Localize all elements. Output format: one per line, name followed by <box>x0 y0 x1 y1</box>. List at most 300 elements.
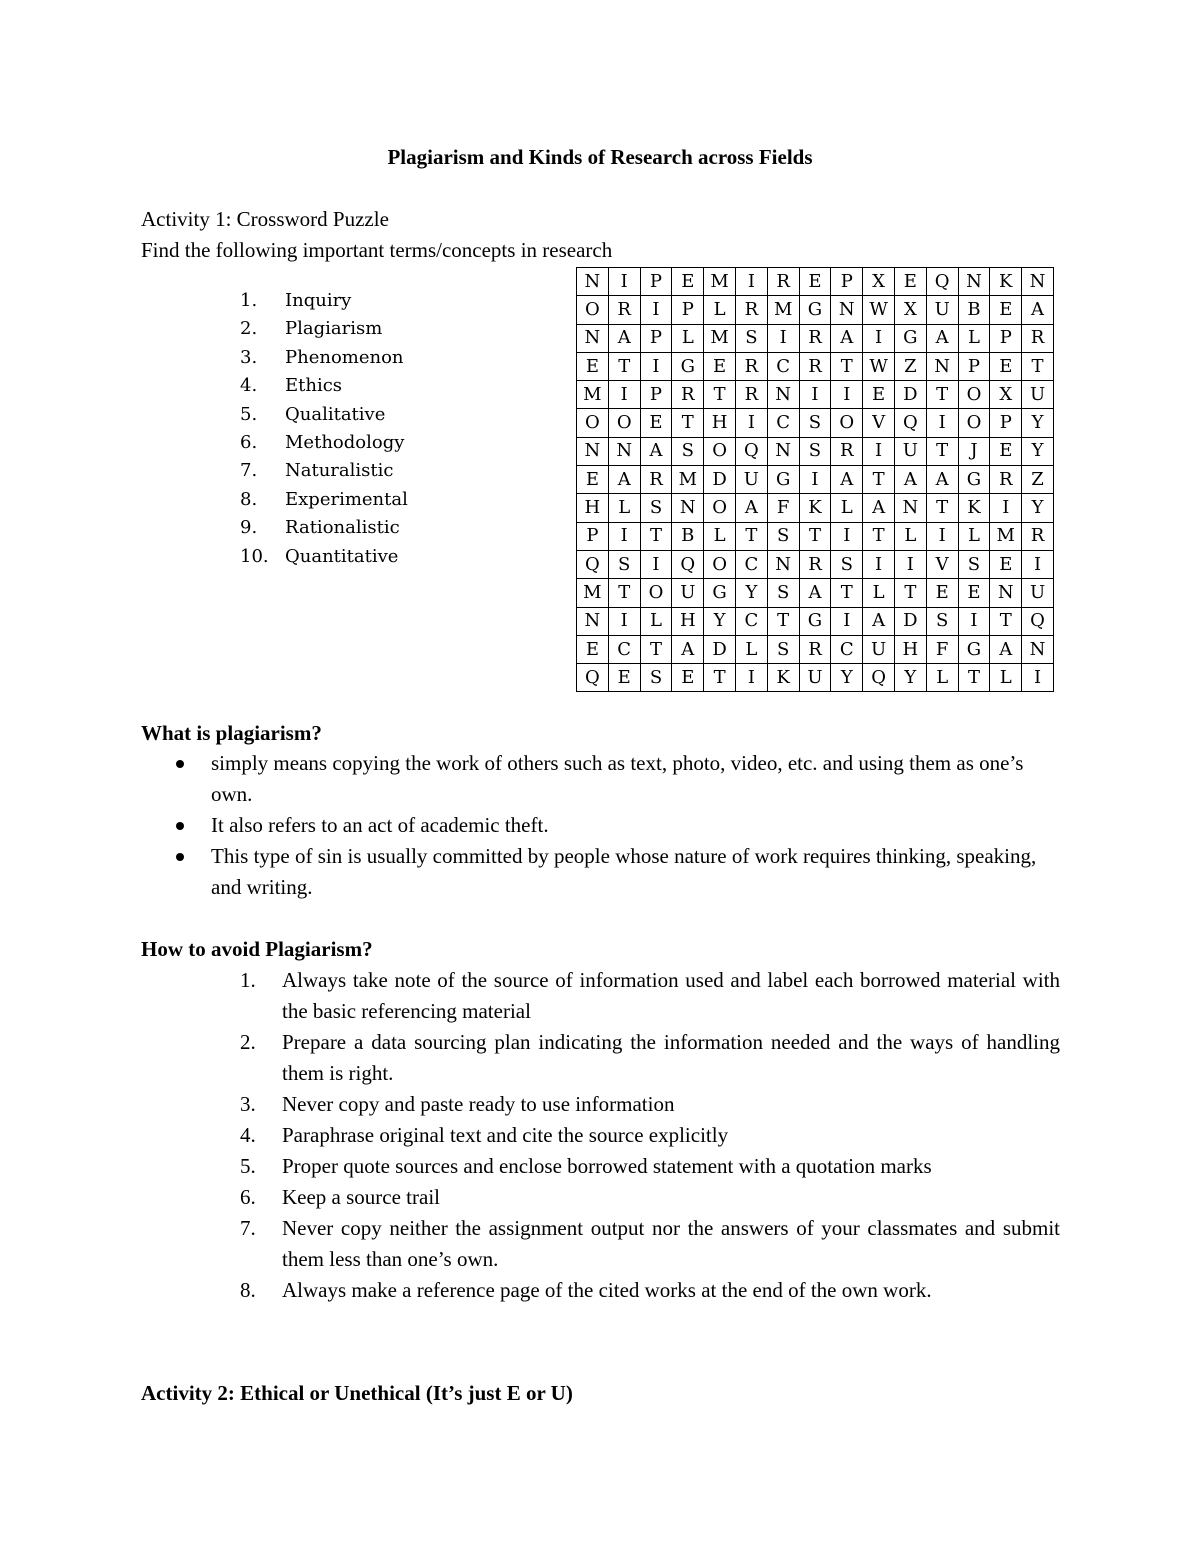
grid-cell: A <box>831 324 863 352</box>
grid-cell: N <box>1022 268 1054 296</box>
term-item <box>240 543 408 571</box>
grid-cell: C <box>831 635 863 663</box>
grid-cell: B <box>672 522 704 550</box>
grid-cell: O <box>704 437 736 465</box>
grid-cell: O <box>577 296 609 324</box>
grid-cell: A <box>1022 296 1054 324</box>
grid-cell: T <box>926 494 958 522</box>
term-item <box>240 372 408 400</box>
grid-cell: E <box>990 550 1022 578</box>
grid-cell: N <box>767 437 799 465</box>
grid-cell: R <box>735 296 767 324</box>
grid-cell: E <box>577 466 609 494</box>
grid-cell: S <box>926 607 958 635</box>
term-text: Inquiry <box>285 290 352 311</box>
grid-cell: R <box>1022 522 1054 550</box>
grid-cell: H <box>894 635 926 663</box>
grid-cell: T <box>958 664 990 692</box>
grid-cell: N <box>958 268 990 296</box>
grid-cell: X <box>863 268 895 296</box>
grid-cell: N <box>672 494 704 522</box>
grid-cell: T <box>767 607 799 635</box>
grid-cell: T <box>1022 352 1054 380</box>
grid-row <box>577 635 1054 663</box>
grid-cell: R <box>672 381 704 409</box>
grid-cell: D <box>894 381 926 409</box>
grid-cell: I <box>894 550 926 578</box>
grid-cell: D <box>704 466 736 494</box>
term-text: Ethics <box>285 375 343 397</box>
grid-cell: L <box>958 324 990 352</box>
grid-cell: E <box>958 579 990 607</box>
grid-cell: R <box>831 437 863 465</box>
grid-cell: P <box>640 381 672 409</box>
grid-cell: Y <box>1022 409 1054 437</box>
grid-cell: L <box>672 324 704 352</box>
grid-cell: E <box>926 579 958 607</box>
grid-cell: I <box>608 381 640 409</box>
grid-cell: P <box>958 352 990 380</box>
grid-cell: W <box>863 352 895 380</box>
grid-cell: L <box>831 494 863 522</box>
grid-cell: Z <box>1022 466 1054 494</box>
grid-cell: L <box>640 607 672 635</box>
step-item <box>240 1213 1060 1275</box>
term-number: 5. <box>240 403 258 425</box>
grid-cell: M <box>704 268 736 296</box>
how-to-avoid-heading: How to avoid Plagiarism? <box>141 937 373 961</box>
grid-cell: S <box>767 522 799 550</box>
grid-cell: T <box>863 466 895 494</box>
grid-cell: N <box>577 268 609 296</box>
term-text: Phenomenon <box>285 346 404 368</box>
grid-cell: E <box>577 635 609 663</box>
grid-cell: E <box>863 381 895 409</box>
grid-cell: T <box>894 579 926 607</box>
term-item <box>240 486 408 514</box>
term-text: Quantitative <box>285 545 399 567</box>
grid-cell: N <box>926 352 958 380</box>
term-number: 7. <box>240 460 258 482</box>
grid-cell: I <box>735 664 767 692</box>
grid-cell: I <box>608 268 640 296</box>
grid-cell: Z <box>894 352 926 380</box>
grid-cell: R <box>799 352 831 380</box>
grid-row <box>577 324 1054 352</box>
grid-cell: T <box>926 381 958 409</box>
grid-cell: S <box>958 550 990 578</box>
grid-cell: V <box>863 409 895 437</box>
grid-cell: O <box>958 409 990 437</box>
grid-cell: R <box>640 466 672 494</box>
grid-cell: L <box>704 522 736 550</box>
grid-cell: W <box>863 296 895 324</box>
step-item <box>240 1089 1060 1120</box>
grid-cell: C <box>767 409 799 437</box>
grid-cell: S <box>799 409 831 437</box>
terms-list <box>240 287 408 571</box>
term-text: Naturalistic <box>285 460 394 482</box>
grid-cell: U <box>863 635 895 663</box>
grid-cell: S <box>640 664 672 692</box>
grid-cell: R <box>799 324 831 352</box>
grid-cell: A <box>863 607 895 635</box>
grid-cell: N <box>831 296 863 324</box>
grid-cell: Q <box>1022 607 1054 635</box>
grid-cell: M <box>990 522 1022 550</box>
step-item <box>240 1275 1060 1306</box>
grid-cell: T <box>831 579 863 607</box>
grid-cell: K <box>958 494 990 522</box>
definition-text: simply means copying the work of others such as text, photo, video, etc. and using them as one’s own. <box>211 751 1024 806</box>
plagiarism-definition-list <box>141 748 1061 903</box>
grid-cell: I <box>640 550 672 578</box>
grid-row <box>577 494 1054 522</box>
grid-cell: G <box>958 635 990 663</box>
grid-cell: Y <box>735 579 767 607</box>
grid-row <box>577 268 1054 296</box>
grid-cell: Q <box>577 664 609 692</box>
grid-cell: E <box>894 268 926 296</box>
grid-cell: R <box>990 466 1022 494</box>
grid-cell: Q <box>672 550 704 578</box>
grid-cell: T <box>704 381 736 409</box>
avoid-steps-list <box>240 965 1060 1306</box>
step-number: 6. <box>240 1185 256 1209</box>
grid-cell: F <box>767 494 799 522</box>
step-item <box>240 965 1060 1027</box>
bullet-icon <box>176 822 184 830</box>
grid-cell: L <box>608 494 640 522</box>
grid-cell: K <box>990 268 1022 296</box>
grid-cell: P <box>990 409 1022 437</box>
grid-cell: H <box>577 494 609 522</box>
grid-cell: Q <box>863 664 895 692</box>
grid-cell: I <box>1022 550 1054 578</box>
grid-cell: P <box>831 268 863 296</box>
term-number: 10. <box>240 545 269 567</box>
activity2-heading: Activity 2: Ethical or Unethical (It’s just E or U) <box>141 1381 573 1405</box>
term-text: Plagiarism <box>285 318 383 340</box>
step-number: 2. <box>240 1030 256 1054</box>
term-number: 3. <box>240 346 258 368</box>
grid-cell: A <box>640 437 672 465</box>
step-number: 3. <box>240 1092 256 1116</box>
grid-cell: J <box>958 437 990 465</box>
grid-cell: P <box>990 324 1022 352</box>
grid-cell: T <box>608 579 640 607</box>
grid-cell: N <box>894 494 926 522</box>
grid-cell: S <box>799 437 831 465</box>
grid-cell: Y <box>894 664 926 692</box>
grid-cell: I <box>767 324 799 352</box>
term-item <box>240 287 408 315</box>
term-item <box>240 344 408 372</box>
grid-row <box>577 466 1054 494</box>
grid-cell: R <box>799 635 831 663</box>
grid-cell: A <box>990 635 1022 663</box>
grid-cell: G <box>799 296 831 324</box>
grid-cell: D <box>894 607 926 635</box>
grid-cell: T <box>704 664 736 692</box>
grid-cell: Y <box>704 607 736 635</box>
grid-row <box>577 550 1054 578</box>
step-number: 7. <box>240 1216 256 1240</box>
grid-cell: G <box>704 579 736 607</box>
document-title: Plagiarism and Kinds of Research across Fields <box>387 145 813 169</box>
grid-cell: M <box>577 381 609 409</box>
grid-cell: I <box>863 324 895 352</box>
grid-cell: A <box>863 494 895 522</box>
grid-cell: G <box>958 466 990 494</box>
grid-cell: R <box>735 352 767 380</box>
activity1-heading: Activity 1: Crossword Puzzle <box>141 207 389 231</box>
grid-cell: S <box>640 494 672 522</box>
grid-cell: L <box>894 522 926 550</box>
grid-cell: N <box>608 437 640 465</box>
grid-cell: I <box>863 550 895 578</box>
grid-cell: S <box>831 550 863 578</box>
grid-cell: U <box>799 664 831 692</box>
grid-cell: R <box>799 550 831 578</box>
term-number: 1. <box>240 290 258 311</box>
grid-cell: E <box>990 352 1022 380</box>
grid-cell: S <box>735 324 767 352</box>
grid-cell: A <box>799 579 831 607</box>
grid-cell: X <box>990 381 1022 409</box>
grid-cell: O <box>831 409 863 437</box>
step-text: Always make a reference page of the cited works at the end of the own work. <box>282 1278 932 1302</box>
grid-cell: P <box>577 522 609 550</box>
definition-item <box>141 841 1061 903</box>
grid-cell: U <box>926 296 958 324</box>
step-text: Never copy neither the assignment output nor the answers of your classmates and submit them less than one’s own. <box>282 1216 1060 1271</box>
grid-cell: O <box>640 579 672 607</box>
grid-cell: L <box>704 296 736 324</box>
step-text: Never copy and paste ready to use information <box>282 1092 675 1116</box>
step-item <box>240 1182 1060 1213</box>
grid-cell: A <box>672 635 704 663</box>
grid-cell: P <box>672 296 704 324</box>
grid-cell: Q <box>577 550 609 578</box>
step-number: 8. <box>240 1278 256 1302</box>
grid-cell: E <box>990 437 1022 465</box>
grid-cell: K <box>799 494 831 522</box>
grid-cell: A <box>608 324 640 352</box>
grid-cell: F <box>926 635 958 663</box>
term-number: 8. <box>240 488 258 510</box>
grid-cell: S <box>672 437 704 465</box>
grid-cell: A <box>926 466 958 494</box>
grid-cell: N <box>990 579 1022 607</box>
grid-cell: L <box>926 664 958 692</box>
grid-cell: D <box>704 635 736 663</box>
grid-row <box>577 381 1054 409</box>
grid-cell: O <box>577 409 609 437</box>
grid-cell: T <box>640 635 672 663</box>
grid-cell: Y <box>831 664 863 692</box>
grid-cell: N <box>767 381 799 409</box>
grid-cell: N <box>577 607 609 635</box>
grid-row <box>577 664 1054 692</box>
grid-cell: E <box>672 664 704 692</box>
grid-row <box>577 296 1054 324</box>
step-number: 4. <box>240 1123 256 1147</box>
activity1-header <box>141 204 612 266</box>
grid-cell: I <box>640 352 672 380</box>
term-item <box>240 457 408 485</box>
grid-cell: T <box>831 352 863 380</box>
term-text: Methodology <box>285 431 405 453</box>
grid-cell: T <box>926 437 958 465</box>
grid-cell: T <box>863 522 895 550</box>
term-item <box>240 514 408 542</box>
step-text: Prepare a data sourcing plan indicating the information needed and the ways of handling them is right. <box>282 1030 1060 1085</box>
grid-cell: I <box>958 607 990 635</box>
grid-cell: G <box>767 466 799 494</box>
grid-cell: E <box>608 664 640 692</box>
step-item <box>240 1151 1060 1182</box>
grid-cell: A <box>608 466 640 494</box>
grid-cell: O <box>704 494 736 522</box>
grid-cell: I <box>863 437 895 465</box>
grid-cell: U <box>1022 381 1054 409</box>
grid-cell: N <box>577 324 609 352</box>
grid-cell: I <box>799 381 831 409</box>
grid-cell: A <box>926 324 958 352</box>
grid-cell: U <box>1022 579 1054 607</box>
grid-cell: L <box>990 664 1022 692</box>
step-number: 1. <box>240 968 256 992</box>
grid-cell: B <box>958 296 990 324</box>
grid-cell: N <box>1022 635 1054 663</box>
grid-cell: N <box>577 437 609 465</box>
grid-row <box>577 579 1054 607</box>
grid-cell: E <box>990 296 1022 324</box>
grid-cell: T <box>640 522 672 550</box>
term-text: Experimental <box>285 488 408 510</box>
grid-cell: Q <box>894 409 926 437</box>
grid-cell: G <box>672 352 704 380</box>
grid-cell: S <box>767 635 799 663</box>
step-item <box>240 1120 1060 1151</box>
definition-text: It also refers to an act of academic theft. <box>211 813 549 837</box>
grid-row <box>577 437 1054 465</box>
step-text: Keep a source trail <box>282 1185 441 1209</box>
grid-cell: T <box>735 522 767 550</box>
grid-cell: E <box>577 352 609 380</box>
grid-cell: T <box>672 409 704 437</box>
grid-cell: I <box>831 522 863 550</box>
grid-cell: I <box>926 522 958 550</box>
grid-cell: R <box>608 296 640 324</box>
grid-cell: T <box>799 522 831 550</box>
grid-cell: P <box>640 324 672 352</box>
grid-cell: I <box>799 466 831 494</box>
grid-cell: H <box>672 607 704 635</box>
grid-cell: M <box>704 324 736 352</box>
grid-cell: X <box>894 296 926 324</box>
step-text: Proper quote sources and enclose borrowed statement with a quotation marks <box>282 1154 932 1178</box>
grid-cell: I <box>831 607 863 635</box>
grid-cell: O <box>704 550 736 578</box>
definition-item <box>141 748 1061 810</box>
grid-cell: O <box>608 409 640 437</box>
grid-cell: P <box>640 268 672 296</box>
grid-cell: U <box>894 437 926 465</box>
grid-cell: R <box>735 381 767 409</box>
grid-cell: R <box>767 268 799 296</box>
grid-cell: C <box>735 550 767 578</box>
grid-cell: A <box>831 466 863 494</box>
definition-item <box>141 810 1061 841</box>
grid-cell: I <box>1022 664 1054 692</box>
grid-cell: G <box>894 324 926 352</box>
term-number: 2. <box>240 318 258 340</box>
grid-cell: M <box>672 466 704 494</box>
grid-cell: V <box>926 550 958 578</box>
term-number: 9. <box>240 517 258 539</box>
grid-cell: I <box>735 409 767 437</box>
term-text: Qualitative <box>285 403 386 425</box>
grid-cell: L <box>863 579 895 607</box>
grid-cell: E <box>672 268 704 296</box>
grid-cell: S <box>608 550 640 578</box>
term-number: 4. <box>240 375 258 397</box>
term-item <box>240 315 408 343</box>
grid-cell: U <box>735 466 767 494</box>
grid-cell: E <box>640 409 672 437</box>
grid-cell: N <box>767 550 799 578</box>
grid-row <box>577 607 1054 635</box>
grid-cell: Y <box>1022 494 1054 522</box>
step-text: Always take note of the source of information used and label each borrowed material with the basic referencing material <box>282 968 1060 1023</box>
grid-cell: M <box>767 296 799 324</box>
term-item <box>240 401 408 429</box>
grid-cell: I <box>608 522 640 550</box>
grid-cell: Q <box>926 268 958 296</box>
grid-cell: E <box>704 352 736 380</box>
grid-cell: A <box>735 494 767 522</box>
grid-cell: I <box>926 409 958 437</box>
grid-cell: E <box>799 268 831 296</box>
bullet-icon <box>176 853 184 861</box>
term-number: 6. <box>240 431 258 453</box>
bullet-icon <box>176 760 184 768</box>
grid-cell: G <box>799 607 831 635</box>
grid-cell: R <box>1022 324 1054 352</box>
word-search-grid <box>576 267 1054 692</box>
grid-cell: C <box>735 607 767 635</box>
grid-cell: S <box>767 579 799 607</box>
grid-cell: I <box>990 494 1022 522</box>
grid-cell: Q <box>735 437 767 465</box>
grid-cell: I <box>831 381 863 409</box>
grid-row <box>577 522 1054 550</box>
grid-cell: C <box>608 635 640 663</box>
grid-cell: Y <box>1022 437 1054 465</box>
grid-cell: I <box>608 607 640 635</box>
grid-row <box>577 352 1054 380</box>
step-text: Paraphrase original text and cite the source explicitly <box>282 1123 729 1147</box>
grid-cell: L <box>735 635 767 663</box>
term-text: Rationalistic <box>285 517 400 539</box>
grid-cell: I <box>640 296 672 324</box>
grid-cell: O <box>958 381 990 409</box>
grid-cell: T <box>608 352 640 380</box>
grid-cell: H <box>704 409 736 437</box>
step-item <box>240 1027 1060 1089</box>
